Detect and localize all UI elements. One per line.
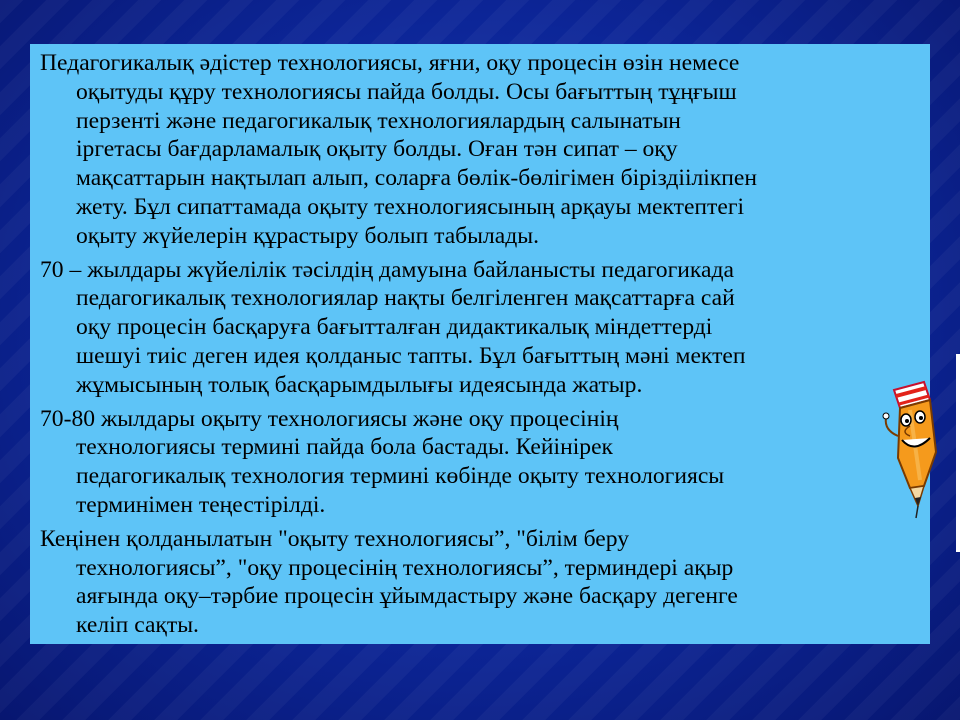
para-line: шешуі тиіс деген идея қолданыс тапты. Бұл бағыттың мәні мектеп	[76, 342, 746, 369]
para-line: оқытуды құру технологиясы пайда болды. Осы бағыттың тұңғыш	[76, 78, 737, 105]
text-box	[30, 44, 930, 644]
para-line: аяғында оқу–тәрбие процесін ұйымдастыру және басқару дегенге	[76, 583, 738, 610]
para-line: терминімен теңестірілді.	[76, 491, 326, 518]
para-line: 70-80 жылдары оқыту технологиясы және оқу процесінің	[40, 405, 619, 432]
para-line: жету. Бұл сипаттамада оқыту технологиясының арқауы мектептегі	[76, 193, 745, 220]
para-line: мақсаттарын нақтылап алып, соларға бөлік-бөлігімен біріздіілікпен	[76, 165, 758, 192]
pencil-character-icon	[880, 380, 942, 520]
para-line: 70 – жылдары жүйелілік тәсілдің дамуына байланысты педагогикада	[40, 256, 734, 283]
para-line: іргетасы бағдарламалық оқыту болды. Оған тән сипат – оқу	[76, 136, 678, 163]
para-line: технологиясы термині пайда бола бастады. Кейінірек	[76, 434, 613, 461]
para-line: оқыту жүйелерін құрастыру болып табылады.	[76, 222, 540, 249]
paragraph-3	[40, 405, 916, 520]
para-line: келіп сақты.	[76, 612, 199, 639]
para-line: педагогикалық технология термині көбінде оқыту технологиясы	[76, 463, 725, 490]
paragraph-1	[40, 49, 916, 251]
decorative-strip	[956, 354, 960, 552]
para-line: педагогикалық технологиялар нақты белгіленген мақсаттарға сай	[76, 285, 735, 312]
para-line: Кеңінен қолданылатын "оқыту технологиясы”, "білім беру	[40, 525, 630, 552]
para-line: перзенті және педагогикалық технологиялардың салынатын	[76, 107, 681, 134]
paragraph-4	[40, 525, 916, 640]
para-line: жұмысының толық басқарымдылығы идеясында жатыр.	[76, 371, 643, 398]
para-line: технологиясы”, "оқу процесінің технологиясы”, терминдері ақыр	[76, 554, 734, 581]
para-line: оқу процесін басқаруға бағытталған дидактикалық міндеттерді	[76, 314, 713, 341]
para-line: Педагогикалық әдістер технологиясы, яғни, оқу процесін өзін немесе	[40, 50, 740, 76]
paragraph-2	[40, 256, 916, 400]
